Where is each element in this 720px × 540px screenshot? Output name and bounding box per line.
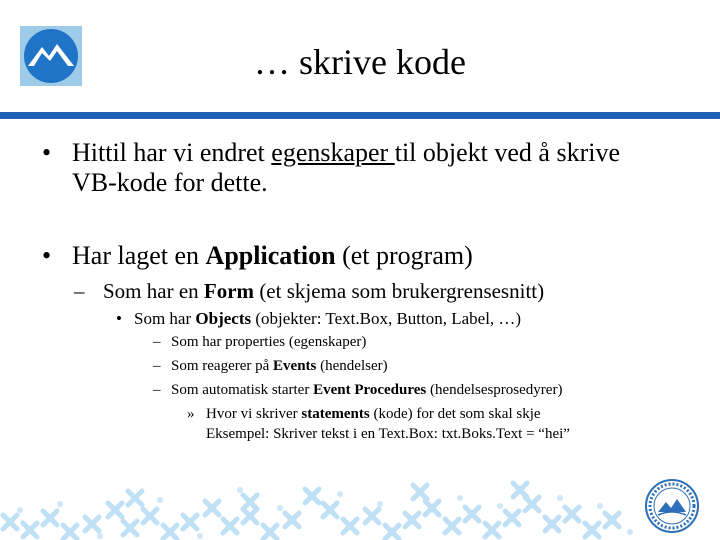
decorative-dot: [557, 495, 563, 501]
decorative-cross-mark: [413, 485, 427, 499]
bullet-marker: •: [42, 138, 52, 167]
decorative-cross-mark: [343, 519, 357, 533]
bullet-3: Som har en Form (et skjema som brukergrensesnitt): [103, 279, 545, 303]
bullet-1: Hittil har vi endret egenskaper til objekt ved å skrive VB-kode for dette.: [72, 138, 620, 197]
decorative-cross-mark: [605, 513, 619, 527]
dash-marker: –: [153, 358, 161, 374]
decorative-cross-mark: [128, 491, 142, 505]
bullet-8: Hvor vi skriver statements (kode) for det som skal skje Eksempel: Skriver tekst i en Text.Box: txt.Boks.Text = “hei”: [206, 406, 570, 442]
decorative-cross-mark: [485, 523, 499, 537]
decorative-cross-mark: [385, 525, 399, 539]
decorative-dot: [457, 495, 463, 501]
decorative-cross-mark: [3, 515, 17, 529]
underlined-term: egenskaper: [271, 138, 395, 167]
page-title: … skrive kode: [254, 42, 466, 82]
decorative-cross-mark: [43, 511, 57, 525]
decorative-dot: [627, 529, 633, 535]
decorative-cross-mark: [183, 515, 197, 529]
decorative-dot: [17, 507, 23, 513]
bullet-7: Som automatisk starter Event Procedures (hendelsesprosedyrer): [171, 382, 563, 398]
decorative-cross-mark: [545, 517, 559, 531]
university-seal-icon: [644, 478, 700, 534]
decorative-cross-mark: [263, 525, 277, 539]
decorative-cross-mark: [565, 507, 579, 521]
decorative-cross-mark: [405, 513, 419, 527]
decorative-cross-mark: [63, 525, 77, 539]
decorative-dot: [497, 503, 503, 509]
bullet-6: Som reagerer på Events (hendelser): [171, 358, 388, 374]
decorative-cross-mark: [513, 483, 527, 497]
decorative-cross-mark: [365, 509, 379, 523]
decorative-cross-mark: [465, 507, 479, 521]
decorative-cross-mark: [243, 495, 257, 509]
decorative-cross-mark: [305, 489, 319, 503]
bullet-2: Har laget en Application (et program): [72, 241, 473, 270]
decorative-cross-mark: [108, 503, 122, 517]
decorative-dot: [277, 505, 283, 511]
decorative-dot: [157, 497, 163, 503]
decorative-cross-mark: [585, 523, 599, 537]
decorative-dot: [597, 503, 603, 509]
decorative-dot: [197, 533, 203, 539]
decorative-dot: [237, 487, 243, 493]
dash-marker: –: [74, 279, 85, 303]
bullet-4: Som har Objects (objekter: Text.Box, Button, Label, …): [134, 309, 522, 328]
decorative-dot: [377, 501, 383, 507]
decorative-cross-mark: [445, 519, 459, 533]
bullet-marker: •: [116, 309, 122, 328]
header-divider: [0, 112, 720, 119]
decorative-cross-mark: [505, 511, 519, 525]
decorative-cross-mark: [285, 513, 299, 527]
chevron-marker: »: [187, 406, 195, 422]
decorative-dot: [337, 491, 343, 497]
decorative-cross-mark: [323, 503, 337, 517]
decorative-dot: [97, 533, 103, 539]
bullet-marker: •: [42, 241, 52, 270]
decorative-cross-mark: [163, 525, 177, 539]
decorative-cross-mark: [123, 521, 137, 535]
bullet-5: Som har properties (egenskaper): [171, 334, 367, 350]
decorative-cross-mark: [223, 519, 237, 533]
decorative-cross-mark: [243, 509, 257, 523]
decorative-cross-mark: [425, 501, 439, 515]
decorative-cross-mark: [143, 509, 157, 523]
decorative-dot: [57, 501, 63, 507]
decorative-cross-pattern: [0, 480, 640, 540]
decorative-cross-mark: [205, 501, 219, 515]
dash-marker: –: [153, 334, 161, 350]
decorative-cross-mark: [23, 523, 37, 537]
dash-marker: –: [153, 382, 161, 398]
decorative-cross-mark: [85, 517, 99, 531]
